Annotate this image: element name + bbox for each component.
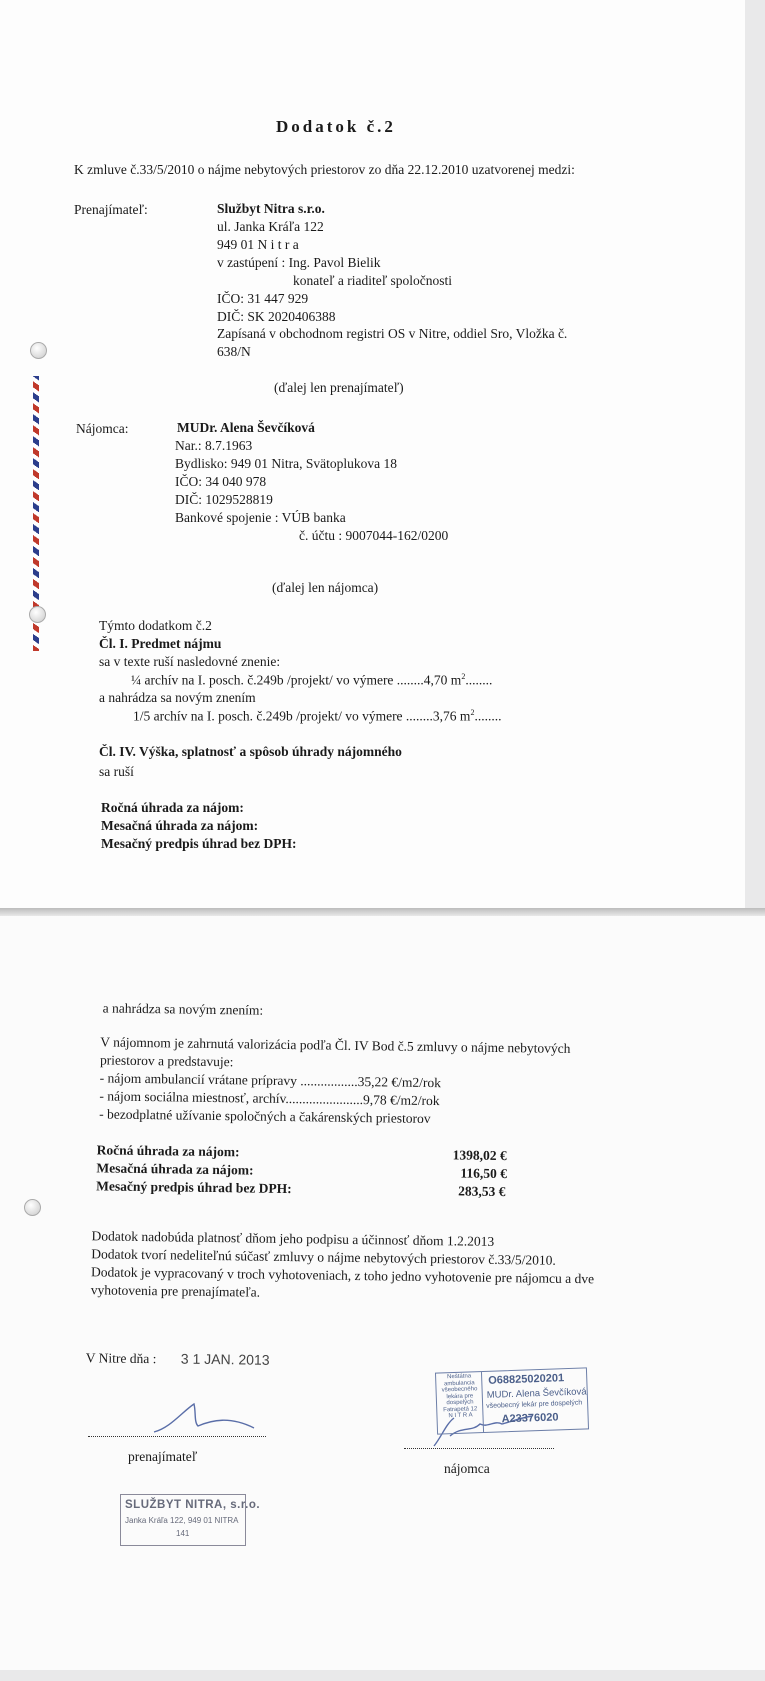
- landlord-stamp-address: Janka Kráľa 122, 949 01 NITRA: [125, 1516, 239, 1525]
- tenant-signature-label: nájomca: [444, 1461, 490, 1476]
- list-item: - bezodplatné užívanie spoločných a čakárenských priestorov: [99, 1106, 431, 1127]
- copies-text-2: vyhotovenia pre prenajímateľa.: [90, 1282, 261, 1300]
- tenant-address: Bydlisko: 949 01 Nitra, Svätoplukova 18: [175, 456, 397, 471]
- monthly-rent-label: Mesačná úhrada za nájom:: [96, 1160, 254, 1178]
- landlord-ico: IČO: 31 447 929: [217, 291, 309, 306]
- article-4-cancel: sa ruší: [99, 764, 134, 779]
- contract-reference: K zmluve č.33/5/2010 o nájme nebytových priestorov zo dňa 22.12.2010 uzatvorenej medzi:: [74, 162, 575, 177]
- tenant-alias: (ďalej len nájomca): [272, 580, 379, 595]
- valorization-line-1: V nájomnom je zahrnutá valorizácia podľa Čl. IV Bod č.5 zmluvy o nájme nebytových: [100, 1034, 571, 1056]
- tenant-name: MUDr. Alena Ševčíková: [177, 420, 315, 435]
- landlord-name: Službyt Nitra s.r.o.: [217, 201, 325, 216]
- landlord-stamp-name: SLUŽBYT NITRA, s.r.o.: [125, 1499, 261, 1511]
- landlord-alias: (ďalej len prenajímateľ): [274, 380, 404, 395]
- landlord-signature-label: prenajímateľ: [128, 1449, 198, 1464]
- tenant-dic: DIČ: 1029528819: [175, 492, 273, 507]
- monthly-rent-value: 116,50 €: [460, 1165, 508, 1182]
- landlord-representative: v zastúpení : Ing. Pavol Bielik: [217, 255, 381, 270]
- landlord-dic: DIČ: SK 2020406388: [217, 309, 336, 324]
- monthly-rent-label: Mesačná úhrada za nájom:: [101, 818, 259, 833]
- tenant-account: č. účtu : 9007044-162/0200: [299, 528, 449, 543]
- tenant-bank: Bankové spojenie : VÚB banka: [175, 510, 346, 525]
- new-item: 1/5 archív na I. posch. č.249b /projekt/ vo výmere ........3,76 $m^2$........: [133, 708, 502, 724]
- tenant-stamp-role: všeobecný lekár pre dospelých: [486, 1399, 583, 1410]
- tenant-stamp-left: Neštátna ambulancia všeobecného lekára pre dospelých Fatrapetá 12 N I T R A: [441, 1373, 478, 1420]
- landlord-stamp-number: 141: [176, 1529, 190, 1538]
- tenant-birthdate: Nar.: 8.7.1963: [175, 438, 253, 453]
- landlord-signature-line: [88, 1436, 266, 1437]
- tenant-stamp-name: MUDr. Alena Ševčíková: [486, 1386, 587, 1401]
- list-item: - nájom sociálna miestnosť, archív.......................9,78 €/m2/rok: [99, 1088, 440, 1109]
- landlord-signature: [150, 1398, 260, 1438]
- old-item: ¼ archív na I. posch. č.249b /projekt/ vo výmere ........4,70 $m^2$........: [131, 672, 493, 688]
- list-item: - nájom ambulancií vrátane prípravy .................35,22 €/m2/rok: [99, 1070, 441, 1091]
- tenant-stamp: [435, 1367, 589, 1434]
- article-4-heading: Čl. IV. Výška, splatnosť a spôsob úhrady nájomného: [99, 744, 402, 759]
- cord-bead-bottom: [29, 606, 46, 623]
- monthly-prescription-value: 283,53 €: [458, 1183, 506, 1200]
- annual-rent-label: Ročná úhrada za nájom:: [101, 800, 244, 815]
- valorization-line-2: priestorov a predstavuje:: [99, 1052, 234, 1070]
- landlord-street: ul. Janka Kráľa 122: [217, 219, 324, 234]
- date-stamp: 3 1 JAN. 2013: [180, 1350, 270, 1368]
- monthly-prescription-label: Mesačný predpis úhrad bez DPH:: [101, 836, 297, 851]
- cancel-text: sa v texte ruší nasledovné znenie:: [99, 654, 281, 669]
- replace-with-new-text: a nahrádza sa novým znením:: [102, 1000, 264, 1018]
- annual-rent-label: Ročná úhrada za nájom:: [96, 1142, 240, 1160]
- annual-rent-value: 1398,02 €: [452, 1147, 507, 1164]
- landlord-registry: Zapísaná v obchodnom registri OS v Nitre, oddiel Sro, Vložka č.: [217, 326, 568, 341]
- tenant-ico: IČO: 34 040 978: [175, 474, 267, 489]
- document-title: Dodatok č.2: [276, 117, 396, 136]
- tenant-label: Nájomca:: [76, 421, 129, 436]
- tenant-signature-line: [404, 1448, 554, 1449]
- amendment-intro: Týmto dodatkom č.2: [99, 618, 212, 633]
- landlord-stamp: [120, 1494, 261, 1546]
- cord-bead: [24, 1199, 41, 1216]
- page-2-content: [0, 916, 765, 1681]
- landlord-city: 949 01 N i t r a: [217, 237, 299, 252]
- tenant-stamp-id: A23376020: [501, 1411, 559, 1426]
- landlord-registry-number: 638/N: [217, 344, 251, 359]
- landlord-representative-role: konateľ a riaditeľ spoločnosti: [293, 273, 453, 288]
- integral-part-text: Dodatok tvorí nedeliteľnú súčasť zmluvy o nájme nebytových priestorov č.33/5/2010.: [91, 1246, 556, 1268]
- page-2: [0, 916, 765, 1670]
- tenant-stamp-divider: [481, 1372, 484, 1432]
- monthly-prescription-label: Mesačný predpis úhrad bez DPH:: [96, 1178, 292, 1197]
- cord-bead-top: [30, 342, 47, 359]
- landlord-label: Prenajímateľ:: [74, 202, 148, 217]
- tenant-stamp-code: O68825020201: [488, 1372, 565, 1387]
- validity-text: Dodatok nadobúda platnosť dňom jeho podpisu a účinnosť dňom 1.2.2013: [91, 1228, 495, 1249]
- article-1-heading: Čl. I. Predmet nájmu: [99, 636, 222, 651]
- place-label: V Nitre dňa :: [85, 1350, 157, 1367]
- copies-text: Dodatok je vypracovaný v troch vyhotoveniach, z toho jedno vyhotovenie pre nájomcu a dve: [90, 1264, 595, 1287]
- replace-text: a nahrádza sa novým znením: [99, 690, 256, 705]
